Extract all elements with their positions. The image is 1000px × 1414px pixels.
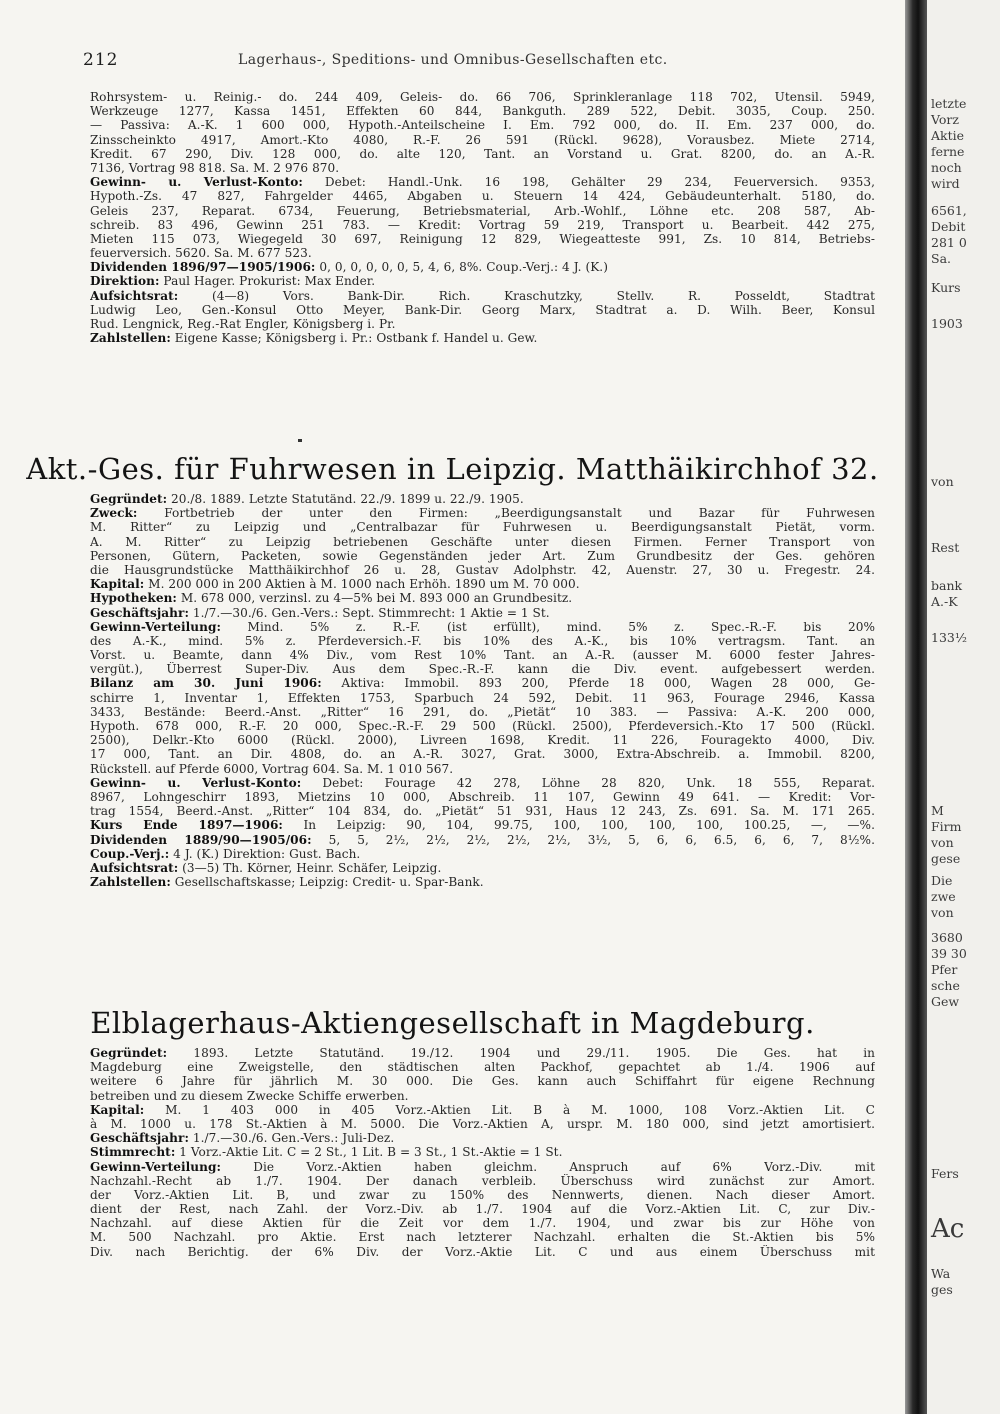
prev-line-2: Werkzeuge 1277, Kassa 1451, Effekten 60 844, Bankguth. 289 522, Debit. 3035, Coup. 250. [90,104,875,119]
entry2-line-13: Nachzahl. auf diese Aktien für die Zeit vor dem 1./7. 1904, und zwar bis zur Höhe von [90,1216,875,1231]
entry1-title: Akt.-Ges. für Fuhrwesen in Leipzig. Matthäikirchhof 32. [26,452,879,486]
entry1-line-3: M. Ritter“ zu Leipzig und „Centralbazar für Fuhrwesen u. Beerdigungsanstalt Pietät, vorm. [90,520,875,535]
entry1-line-21: Gewinn- u. Verlust-Konto: Debet: Fourage 42 278, Löhne 28 820, Unk. 18 555, Reparat. [90,775,875,790]
edge-fragment: von [931,474,954,489]
entry1-line-18: 2500), Delkr.-Kto 6000 (Rückl. 2000), Livreen 1698, Kredit. 11 226, Fouragekto 4000, Div. [90,733,875,748]
entry2-line-1: Gegründet: 1893. Letzte Statutänd. 19./12. 1904 und 29./11. 1905. Die Ges. hat in [90,1046,875,1060]
entry2-line-6: à M. 1000 u. 178 St.-Aktien à M. 5000. Die Vorz.-Aktien A, urspr. M. 180 000, sind jetzt amortisiert. [90,1116,875,1131]
entry2-line-10: Nachzahl.-Recht ab 1./7. 1904. Der danach verbleib. Überschuss wird zunächst zur Amort. [90,1173,875,1188]
edge-fragment: 133½ [931,630,967,645]
edge-fragment: Pfer [931,962,958,977]
edge-fragment: Sa. [931,251,951,266]
prev-line-6: 7136, Vortrag 98 818. Sa. M. 2 976 870. [90,160,340,175]
edge-fragment: von [931,835,954,850]
edge-fragment: von [931,905,954,920]
prev-line-15: Aufsichtsrat: (4—8) Vors. Bank-Dir. Rich. Kraschutzky, Stellv. R. Posseldt, Stadtrat [90,288,875,303]
entry2-line-11: der Vorz.-Aktien Lit. B, und zwar zu 150% des Nennwerts, dienen. Nach dieser Amort. [90,1187,875,1202]
entry2-line-7: Geschäftsjahr: 1./7.—30./6. Gen.-Vers.: Juli-Dez. [90,1131,395,1146]
edge-fragment: Vorz [931,112,959,127]
entry1-line-24: Kurs Ende 1897—1906: In Leipzig: 90, 104, 99.75, 100, 100, 100, 100, 100.25, —, —%. [90,818,875,833]
running-head [0,50,905,72]
edge-fragment: Wa [931,1266,951,1281]
edge-fragment: gese [931,851,961,866]
edge-fragment: wird [931,176,960,191]
separator-mark [298,439,302,442]
entry1-line-9: Geschäftsjahr: 1./7.—30./6. Gen.-Vers.: Sept. Stimmrecht: 1 Aktie = 1 St. [90,605,550,620]
edge-fragment: letzte [931,96,967,111]
entry1-line-6: die Hausgrundstücke Matthäikirchhof 26 u. 28, Gustav Adolphstr. 42, Auenstr. 27, 30 u. Fregestr. 24. [90,562,875,577]
entry2-line-9: Gewinn-Verteilung: Die Vorz.-Aktien haben gleichm. Anspruch auf 6% Vorz.-Div. mit [90,1159,875,1174]
entry1-line-23: trag 1554, Beerd.-Anst. „Ritter“ 104 834, do. „Pietät“ 51 931, Haus 12 243, Zs. 691. Sa. M. 171 265. [90,804,875,819]
prev-line-12: feuerversich. 5620. Sa. M. 677 523. [90,246,312,261]
prev-line-1: Rohrsystem- u. Reinig.- do. 244 409, Geleis- do. 66 706, Sprinkleranlage 118 702, Utensil. 5949, [90,90,875,104]
edge-fragment: Firm [931,819,962,834]
edge-fragment: Ac [931,1214,965,1244]
edge-fragment: Die [931,873,953,888]
entry1-line-11: des A.-K., mind. 5% z. Pferdeversich.-F. bis 10% des A.-K., bis 10% vertragsm. Tant. an [90,633,875,648]
edge-fragment: 3680 [931,930,963,945]
prev-line-9: Geleis 237, Reparat. 6734, Feuerung, Betriebsmaterial, Arb.-Wohlf., Löhne etc. 208 587, Ab- [90,203,875,218]
entry1-line-16: 3433, Bestände: Beerd.-Anst. „Ritter“ 16 291, do. „Pietät“ 10 383. — Passiva: A.-K. 200 000, [90,704,875,719]
edge-fragment: ferne [931,144,965,159]
edge-fragment: Gew [931,994,960,1009]
entry2-line-4: betreiben und zu diesem Zwecke Schiffe erwerben. [90,1088,409,1103]
entry2-line-14: M. 500 Nachzahl. pro Aktie. Erst nach letzterer Nachzahl. erhalten die St.-Aktien bis 5% [90,1230,875,1245]
prev-line-10: schreib. 83 496, Gewinn 251 783. — Kredit: Vortrag 59 219, Transport u. Bearbeit. 442 275, [90,217,875,232]
entry1-line-28: Zahlstellen: Gesellschaftskasse; Leipzig: Credit- u. Spar-Bank. [90,875,484,890]
edge-fragment: Fers [931,1166,959,1181]
prev-line-3: — Passiva: A.-K. 1 600 000, Hypoth.-Anteilscheine I. Em. 792 000, do. II. Em. 237 000, do. [90,118,875,133]
entry2-line-5: Kapital: M. 1 403 000 in 405 Vorz.-Aktien Lit. B à M. 1000, 108 Vorz.-Aktien Lit. C [90,1102,875,1117]
entry1-line-25: Dividenden 1889/90—1905/06: 5, 5, 2½, 2½, 2½, 2½, 2½, 3½, 5, 6, 6, 6.5, 6, 6, 7, 8½%. [90,832,875,847]
edge-fragment: 6561, [931,203,967,218]
entry1-line-2: Zweck: Fortbetrieb der unter den Firmen: „Beerdigungsanstalt und Bazar für Fuhrwesen [90,506,875,521]
edge-fragment: ges [931,1282,953,1297]
prev-line-16: Ludwig Leo, Gen.-Konsul Otto Meyer, Bank-Dir. Georg Marx, Stadtrat a. D. Wilh. Beer, Konsul [90,302,875,317]
edge-fragment: 281 0 [931,235,967,250]
entry2-text [90,1046,875,1259]
entry1-line-14: Bilanz am 30. Juni 1906: Aktiva: Immobil. 893 200, Pferde 18 000, Wagen 28 000, Ge- [90,676,875,691]
edge-fragment: M [931,803,944,818]
prev-line-18: Zahlstellen: Eigene Kasse; Königsberg i. Pr.: Ostbank f. Handel u. Gew. [90,331,538,346]
entry2-line-8: Stimmrecht: 1 Vorz.-Aktie Lit. C = 2 St., 1 Lit. B = 3 St., 1 St.-Aktie = 1 St. [90,1145,563,1160]
edge-fragment: 39 30 [931,946,967,961]
entry1-line-19: 17 000, Tant. an Dir. 4808, do. an A.-R. 3027, Grat. 3000, Extra-Abschreib. a. Immobil. 8200, [90,747,875,762]
entry1-line-7: Kapital: M. 200 000 in 200 Aktien à M. 1000 nach Erhöh. 1890 um M. 70 000. [90,577,580,592]
prev-entry-text [90,90,875,345]
edge-fragment: Rest [931,540,960,555]
entry1-line-13: vergüt.), Überrest Super-Div. Aus dem Spec.-R.-F. kann die Div. event. aufgebessert werden. [90,662,875,677]
edge-fragment: Kurs [931,280,961,295]
entry1-line-5: Personen, Gütern, Packeten, sowie Gegenständen jeder Art. Zum Grundbesitz der Ges. gehören [90,548,875,563]
edge-fragment: 1903 [931,316,963,331]
entry2-line-3: weitere 6 Jahre für jährlich M. 30 000. Die Ges. kann auch Schiffahrt für eigene Rechnung [90,1074,875,1089]
entry2-line-12: dient der Rest, nach Zahl. der Vorz.-Div. ab 1./7. 1904 auf die Vorz.-Aktien Lit. C, zur Div.- [90,1202,875,1217]
prev-line-7: Gewinn- u. Verlust-Konto: Debet: Handl.-Unk. 16 198, Gehälter 29 234, Feuerversich. 9353, [90,175,875,190]
entry1-line-22: 8967, Lohngeschirr 1893, Mietzins 10 000, Abschreib. 11 107, Gewinn 49 641. — Kredit: Vor- [90,789,875,804]
entry1-line-20: Rückstell. auf Pferde 6000, Vortrag 604. Sa. M. 1 010 567. [90,761,454,776]
entry1-line-15: schirre 1, Inventar 1, Effekten 1753, Sparbuch 24 592, Debit. 11 963, Fourage 2946, Kassa [90,690,875,705]
edge-fragment: sche [931,978,960,993]
entry1-line-26: Coup.-Verj.: 4 J. (K.) Direktion: Gust. Bach. [90,846,361,861]
book-gutter [905,0,927,1414]
edge-fragment: Aktie [931,128,965,143]
running-head-title: Lagerhaus-, Speditions- und Omnibus-Gesellschaften etc. [238,52,668,68]
edge-fragment: bank [931,578,963,593]
adjacent-page-edge [927,0,1000,1414]
page-number: 212 [83,50,119,70]
prev-line-14: Direktion: Paul Hager. Prokurist: Max Ender. [90,274,376,289]
entry1-line-10: Gewinn-Verteilung: Mind. 5% z. R.-F. (ist erfüllt), mind. 5% z. Spec.-R.-F. bis 20% [90,619,875,634]
prev-line-5: Kredit. 67 290, Div. 128 000, do. alte 120, Tant. an Vorstand u. Grat. 8200, do. an A.-R. [90,146,875,161]
prev-line-13: Dividenden 1896/97—1905/1906: 0, 0, 0, 0, 0, 0, 5, 4, 6, 8%. Coup.-Verj.: 4 J. (K.) [90,260,608,275]
prev-line-17: Rud. Lengnick, Reg.-Rat Engler, Königsberg i. Pr. [90,317,396,331]
entry1-line-1: Gegründet: 20./8. 1889. Letzte Statutänd. 22./9. 1899 u. 22./9. 1905. [90,492,524,506]
edge-fragment: Debit [931,219,966,234]
entry2-line-15: Div. nach Berichtig. der 6% Div. der Vorz.-Aktie Lit. C und aus einem Überschuss mit [90,1244,875,1259]
entry1-line-17: Hypoth. 678 000, R.-F. 20 000, Spec.-R.-F. 29 500 (Rückl. 2500), Pferdeversich.-Kto 17 500 (Rückl. [90,719,875,733]
edge-fragment: noch [931,160,962,175]
edge-fragment: A.-K [931,594,958,609]
prev-line-8: Hypoth.-Zs. 47 827, Fahrgelder 4465, Abgaben u. Steuern 14 424, Gebäudeunterhalt. 5180, do. [90,189,875,204]
prev-line-4: Zinsscheinkto 4917, Amort.-Kto 4080, R.-F. 26 591 (Rückl. 9628), Vorausbez. Miete 2714, [90,132,875,147]
entry1-line-8: Hypotheken: M. 678 000, verzinsl. zu 4—5% bei M. 893 000 an Grundbesitz. [90,591,573,606]
edge-fragment: zwe [931,889,956,904]
entry1-line-27: Aufsichtsrat: (3—5) Th. Körner, Heinr. Schäfer, Leipzig. [90,860,442,875]
entry1-text [90,492,875,889]
entry1-line-4: A. M. Ritter“ zu Leipzig betriebenen Geschäfte unter diesen Firmen. Ferner Transport von [90,534,875,549]
entry1-line-12: Vorst. u. Beamte, dann 4% Div., vom Rest 10% Tant. an A.-R. (ausser M. 6000 fester Jahres- [90,648,875,663]
prev-line-11: Mieten 115 073, Wiegegeld 30 697, Reinigung 12 829, Wiegeatteste 991, Zs. 10 814, Betriebs- [90,231,875,246]
entry2-line-2: Magdeburg eine Zweigstelle, den städtischen alten Packhof, gepachtet ab 1./4. 1906 auf [90,1060,875,1075]
entry2-title: Elblagerhaus-Aktiengesellschaft in Magdeburg. [90,1006,815,1040]
